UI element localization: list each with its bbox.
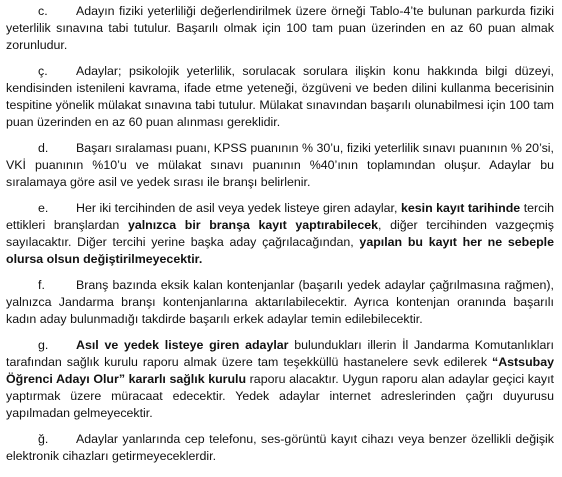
paragraph-marker: d. xyxy=(38,141,49,155)
body-text: Her iki tercihinden de asil veya yedek listeye giren adaylar, xyxy=(76,201,401,215)
paragraph-marker: c. xyxy=(38,4,48,18)
paragraph-6 xyxy=(6,337,554,422)
paragraph-marker: g. xyxy=(38,338,49,352)
paragraph-7 xyxy=(6,431,554,465)
paragraph-3 xyxy=(6,140,554,191)
body-text: tercih ettikleri branşlardan xyxy=(6,201,554,232)
emphasis-text: kesin kayıt tarihinde xyxy=(400,201,521,215)
paragraph-marker: e. xyxy=(38,201,49,215)
paragraph-marker: ğ. xyxy=(38,432,49,446)
body-text: Adaylar; psikolojik yeterlilik, sorulacak sorulara ilişkin konu hakkında bilgi düzeyi, kendisinden istenileni kavrama, ifade etme yeteneği, özgüveni ve beden dilini kullanma becerisinin tespitine yönelik mülakat sınavına tabi tutulur. Mülakat sınavından başarılı olunabilmesi için 100 tam puan üzerinden en az 60 puan alınması gereklidir. xyxy=(6,64,554,129)
paragraph-2 xyxy=(6,63,554,131)
paragraph-list xyxy=(6,3,554,465)
body-text: Adaylar yanlarında cep telefonu, ses-görüntü kayıt cihazı veya benzer özellikli değişik elektronik cihazları getirmeyeceklerdir. xyxy=(6,432,554,463)
body-text: Adayın fiziki yeterliliği değerlendirilmek üzere örneği Tablo-4’te bulunan parkurda fiziki yeterlilik sınavına tabi tutulur. Başarılı olmak için 100 tam puan üzerinden en az 60 puan almak zorunludur. xyxy=(6,4,554,52)
paragraph-1 xyxy=(6,3,554,54)
emphasis-text: yapılan bu kayıt her ne sebeple olursa olsun değiştirilmeyecektir. xyxy=(6,235,554,266)
paragraph-marker: ç. xyxy=(38,64,48,78)
paragraph-4 xyxy=(6,200,554,268)
emphasis-text: “Astsubay Öğrenci Adayı Olur” kararlı sağlık kurulu xyxy=(6,355,554,386)
body-text: Branş bazında eksik kalan kontenjanlar (başarılı yedek adaylar çağrılmasına rağmen), yalnızca Jandarma branşı kontenjanlarına aktarılabilecektir. Ayrıca kontenjan oranında başarılı kadın aday bulunmadığı takdirde başarılı erkek adaylar temin edilebilecektir. xyxy=(6,278,554,326)
body-text: , diğer tercihinden vazgeçmiş sayılacaktır. Diğer tercihi yerine başka aday çağrılacağından, xyxy=(6,218,555,249)
body-text: bulundukları illerin İl Jandarma Komutanlıkları tarafından sağlık kurulu raporu almak üzere tam teşekküllü hastanelere sevk edilerek xyxy=(6,338,554,369)
body-text: Başarı sıralaması puanı, KPSS puanının % 30’u, fiziki yeterlilik sınavı puanının % 20’si, VKİ puanının %10’u ve mülakat sınavı puanının %40’ının toplamından oluşur. Adaylar bu sıralamaya göre asil ve yedek sırası ile branşı belirlenir. xyxy=(6,141,554,189)
paragraph-5 xyxy=(6,277,554,328)
emphasis-text: yalnızca bir branşa kayıt yaptırabilecek xyxy=(127,218,378,232)
emphasis-text: Asıl ve yedek listeye giren adaylar xyxy=(76,338,289,352)
body-text: raporu alacaktır. Uygun raporu alan adaylar geçici kayıt yaptırmak üzere müracaat edecektir. Yedek adaylar internet adreslerinden çağrı duyurusu yapılmadan gelmeyecektir. xyxy=(6,372,554,420)
paragraph-marker: f. xyxy=(38,278,45,292)
